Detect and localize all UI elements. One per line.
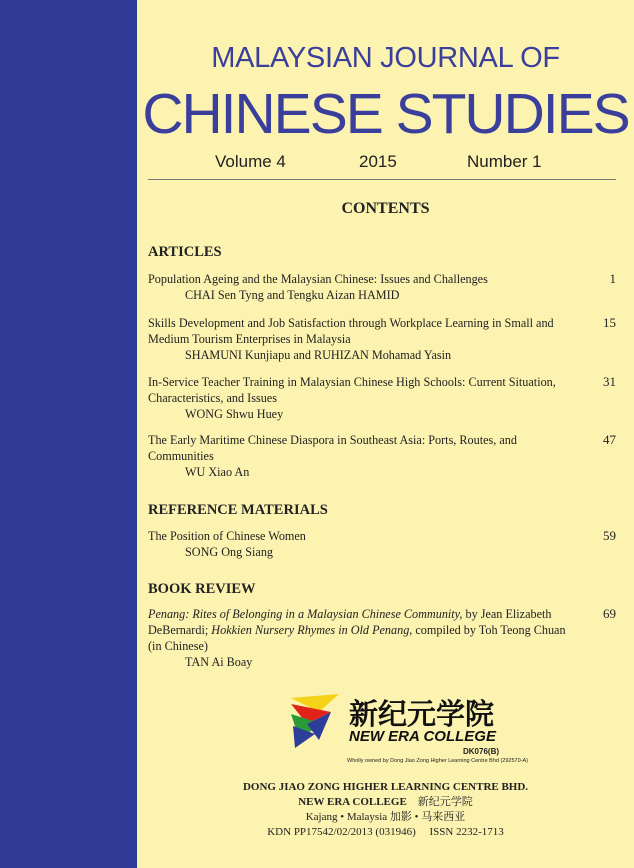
publisher-line1: DONG JIAO ZONG HIGHER LEARNING CENTRE BHD.: [242, 781, 529, 793]
entry-author: WU Xiao An: [185, 465, 250, 479]
cover-main: [137, 0, 634, 868]
college-logo: [297, 692, 557, 782]
toc-entry: [148, 315, 616, 363]
college-emblem-icon: [289, 694, 349, 750]
publisher-line3: Kajang • Malaysia 加影 • 马来西亚: [305, 811, 466, 823]
review-text1: by Jean Elizabeth DeBernardi;: [148, 607, 552, 637]
year-label: 2015: [359, 152, 397, 171]
issue-info: [137, 152, 634, 178]
volume-label: Volume 4: [215, 152, 286, 171]
articles-heading: ARTICLES: [148, 244, 222, 260]
entry-title: [148, 606, 616, 654]
publisher-college-name: NEW ERA COLLEGE: [298, 796, 407, 808]
reference-heading: REFERENCE MATERIALS: [148, 502, 328, 518]
entry-title: Skills Development and Job Satisfaction through Workplace Learning in Small and Medium Tourism Enterprises in Malaysia: [148, 316, 554, 346]
entry-page: 59: [603, 528, 616, 543]
entry-author: TAN Ai Boay: [185, 655, 253, 669]
entry-author: SONG Ong Siang: [185, 545, 274, 559]
contents-heading: CONTENTS: [341, 200, 430, 217]
toc-entry: [148, 528, 616, 560]
entry-title: The Position of Chinese Women: [148, 529, 306, 543]
review-text2: , compiled by Toh Teong Chuan (in Chinese): [148, 623, 566, 653]
logo-code: DK076(B): [463, 747, 500, 756]
review-book2: Hokkien Nursery Rhymes in Old Penang: [211, 623, 410, 637]
entry-page: 31: [603, 374, 616, 389]
entry-title: In-Service Teacher Training in Malaysian Chinese High Schools: Current Situation, Characteristics, and Issues: [148, 375, 556, 405]
entry-title: The Early Maritime Chinese Diaspora in Southeast Asia: Ports, Routes, and Communities: [148, 433, 517, 463]
book-review-heading: BOOK REVIEW: [148, 581, 256, 597]
publisher-line4: KDN PP17542/02/2013 (031946) ISSN 2232-1713: [267, 826, 504, 838]
toc-entry: [148, 606, 616, 670]
toc-entry: [148, 432, 616, 480]
journal-title-line2: CHINESE STUDIES: [142, 82, 629, 146]
number-label: Number 1: [467, 152, 542, 171]
cover-sidebar: [0, 0, 137, 868]
publisher-info: [137, 780, 634, 840]
logo-english-name: NEW ERA COLLEGE: [349, 728, 496, 745]
entry-title: Population Ageing and the Malaysian Chinese: Issues and Challenges: [148, 272, 488, 286]
masthead-divider: [148, 179, 616, 180]
entry-page: 69: [603, 606, 616, 621]
review-book1: Penang: Rites of Belonging in a Malaysian Chinese Community,: [148, 607, 463, 621]
publisher-college-name-cn: 新纪元学院: [417, 796, 473, 808]
entry-author: SHAMUNI Kunjiapu and RUHIZAN Mohamad Yasin: [185, 348, 452, 362]
entry-author: WONG Shwu Huey: [185, 407, 284, 421]
toc-entry: [148, 271, 616, 303]
entry-page: 1: [609, 271, 616, 286]
logo-chinese-name: 新纪元学院: [349, 697, 495, 731]
journal-title-line1: MALAYSIAN JOURNAL OF: [211, 42, 560, 74]
logo-ownership-note: Wholly owned by Dong Jiao Zong Higher Learning Centre Bhd (292570-A): [347, 758, 528, 764]
publisher-line2: [137, 795, 634, 810]
entry-page: 15: [603, 315, 616, 330]
entry-page: 47: [603, 432, 616, 447]
toc-entry: [148, 374, 616, 422]
entry-author: CHAI Sen Tyng and Tengku Aizan HAMID: [185, 288, 400, 302]
